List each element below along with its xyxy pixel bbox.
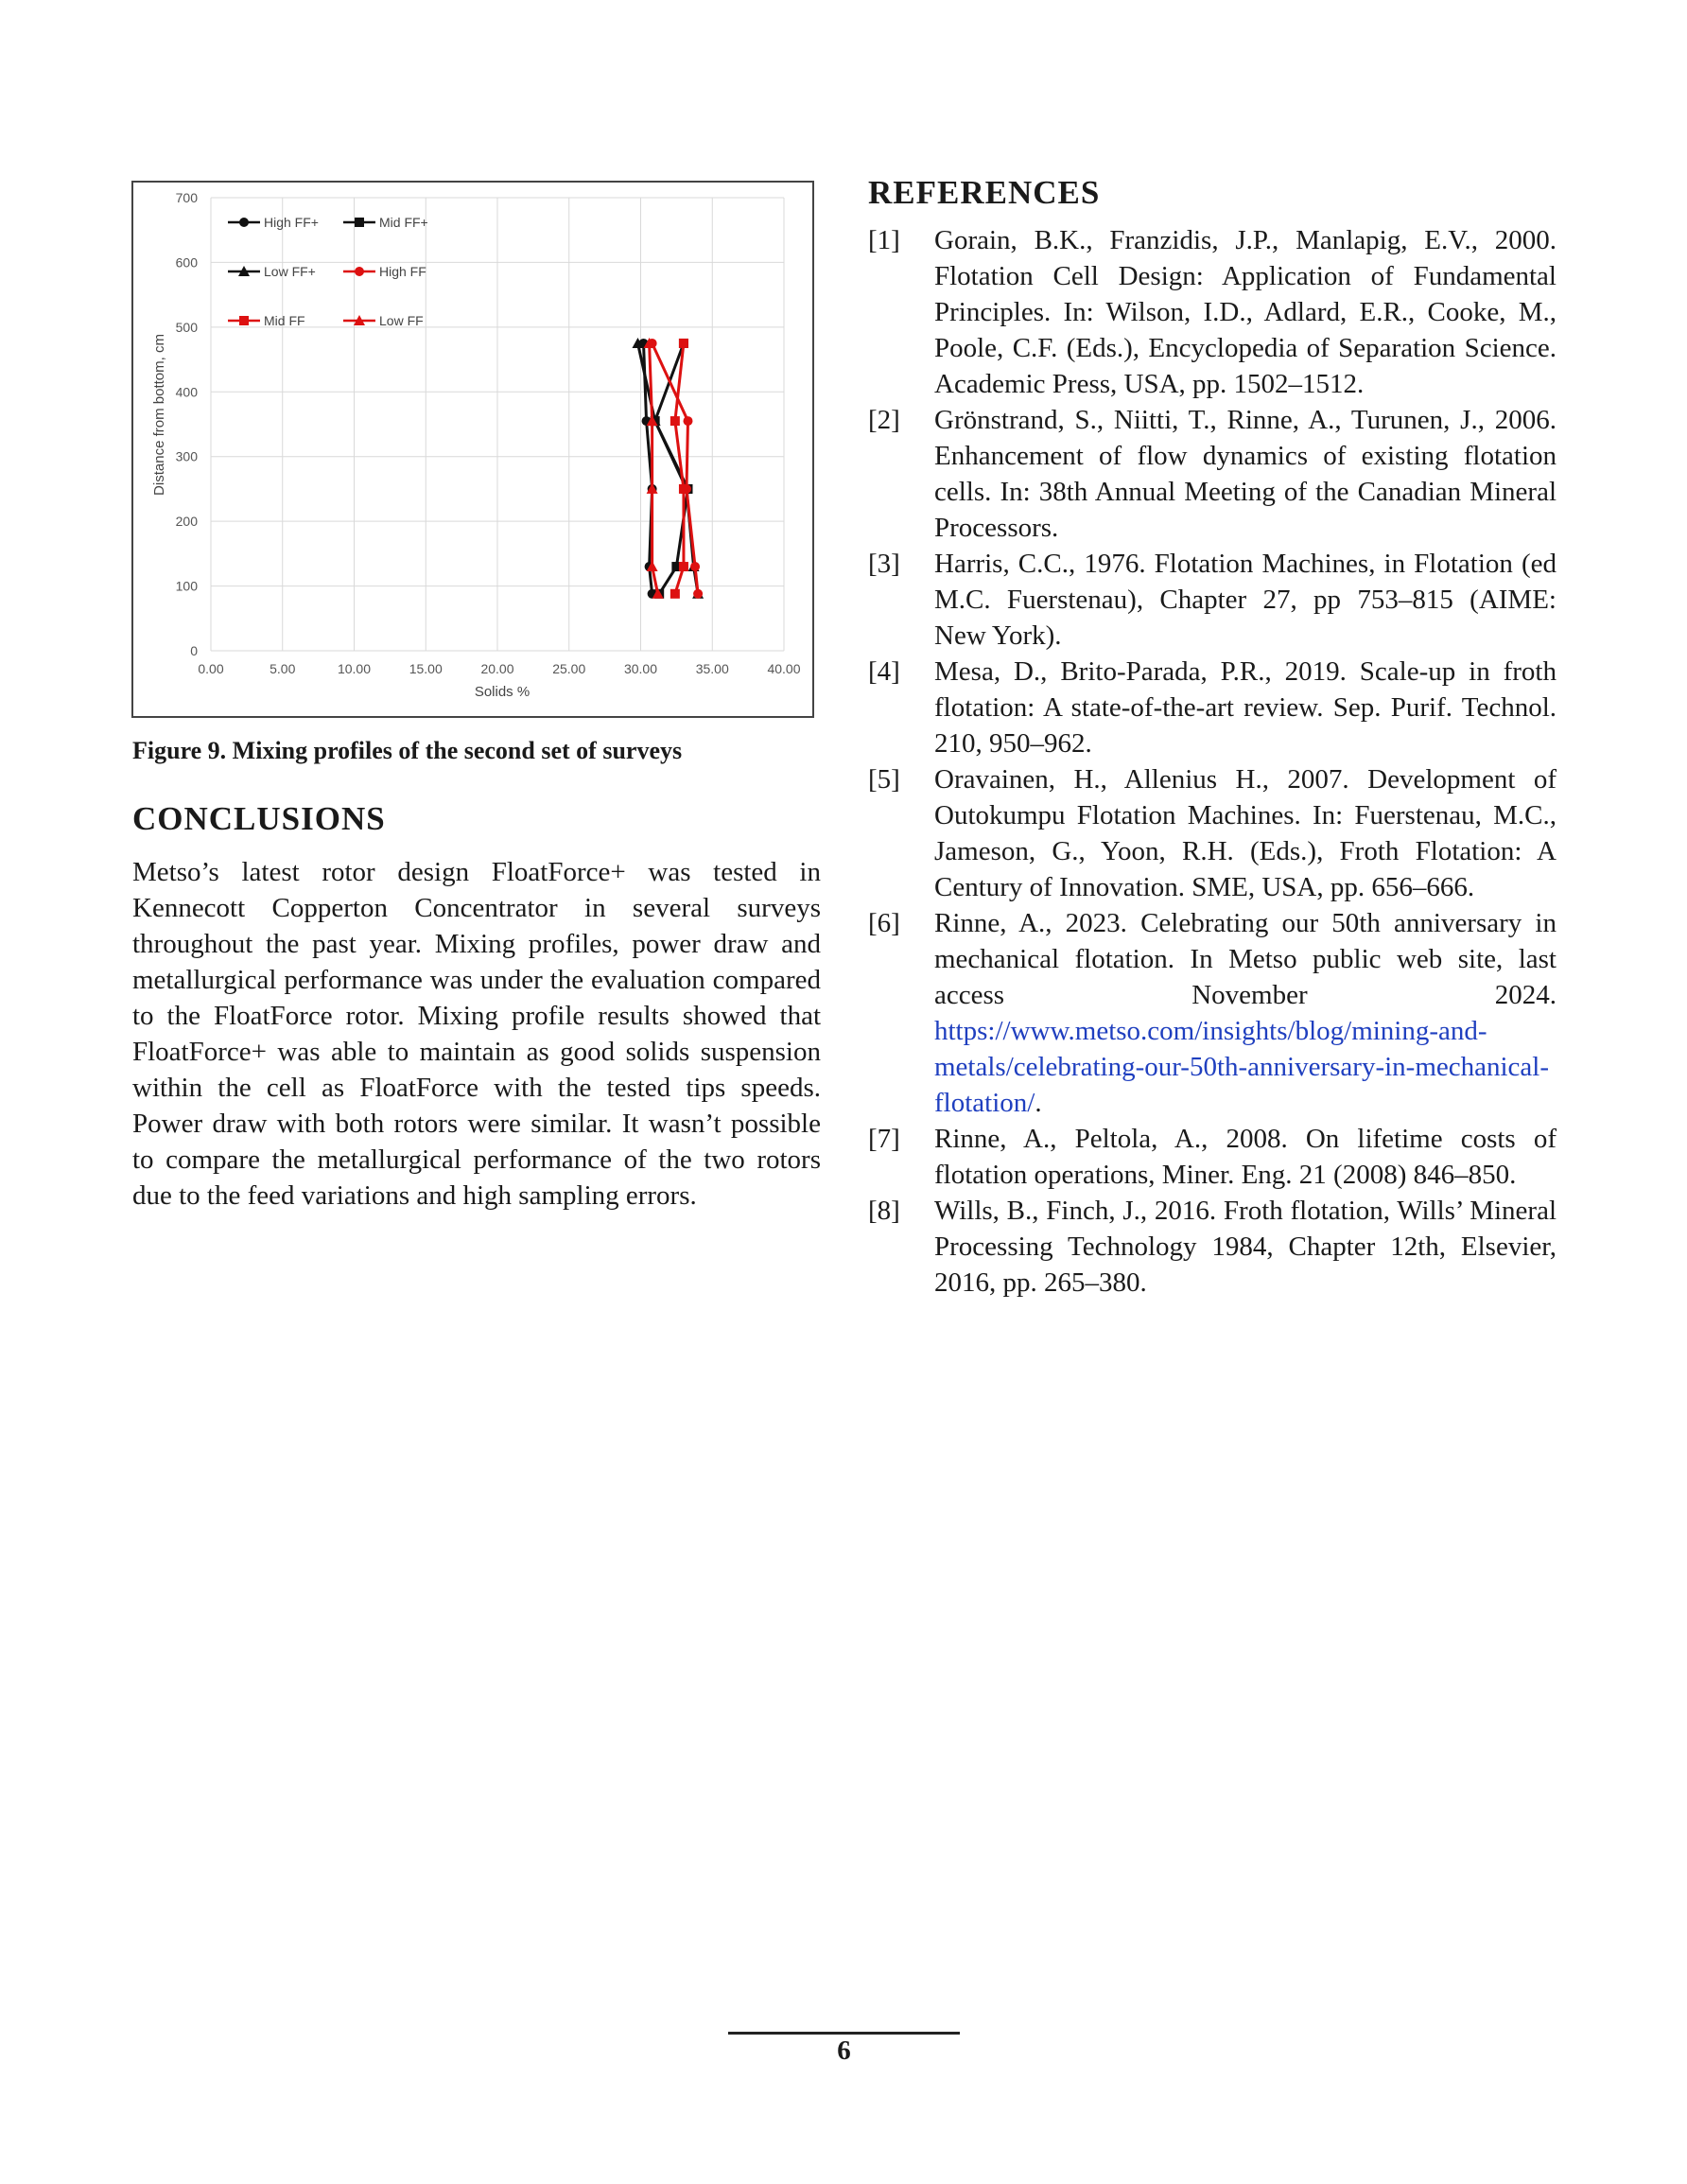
reference-text: Oravainen, H., Allenius H., 2007. Development of Outokumpu Flotation Machines. In: Fuerstenau, M.C., Jameson, G., Yoon, R.H. (Eds.), Froth Flotation: A Century of Innovation. SME, USA, pp. 656–666. [934, 764, 1557, 902]
y-tick-label: 200 [175, 514, 198, 530]
data-point [679, 339, 688, 348]
reference-item [868, 222, 1557, 402]
x-axis-title: Solids % [474, 684, 530, 700]
y-tick-label: 100 [175, 578, 198, 594]
reference-text: Harris, C.C., 1976. Flotation Machines, in Flotation (ed M.C. Fuerstenau), Chapter 27, pp 753–815 (AIME: New York). [934, 549, 1557, 651]
reference-item [868, 905, 1557, 1121]
reference-item [868, 1121, 1557, 1193]
data-point [693, 589, 703, 599]
reference-text: Wills, B., Finch, J., 2016. Froth flotation, Wills’ Mineral Processing Technology 1984, Chapter 12th, Elsevier, 2016, pp. 265–380. [934, 1196, 1557, 1298]
reference-item [868, 1193, 1557, 1301]
series-line [652, 343, 698, 594]
reference-number: [6] [868, 908, 900, 938]
y-tick-label: 600 [175, 254, 198, 271]
y-tick-label: 500 [175, 319, 198, 335]
conclusions-paragraph: Metso’s latest rotor design FloatForce+ was tested in Kennecott Copperton Concentrator in several surveys throughout the past year. Mixing profiles, power draw and metallurgical performance was under the evaluation compared to the FloatForce rotor. Mixing profile results showed that FloatForce+ was able to maintain as good solids suspension within the cell as FloatForce with the tested tips speeds. Power draw with both rotors were similar. It wasn’t possible to compare the metallurgical performance of the two rotors due to the feed variations and high sampling errors. [132, 857, 821, 1211]
reference-item [868, 654, 1557, 761]
figure-caption: Figure 9. Mixing profiles of the second set of surveys [132, 737, 683, 764]
x-tick-label: 25.00 [552, 661, 586, 676]
y-tick-label: 300 [175, 448, 198, 464]
data-point [679, 484, 688, 494]
legend-label: Low FF+ [264, 264, 316, 279]
reference-number: [3] [868, 549, 900, 579]
y-tick-label: 0 [190, 643, 198, 658]
data-point [670, 416, 680, 426]
references-list [868, 222, 1557, 1301]
series-line [637, 343, 698, 594]
legend-label: High FF [379, 264, 426, 279]
reference-number: [8] [868, 1196, 900, 1226]
data-point [690, 562, 700, 571]
y-axis-title: Distance from bottom, cm [151, 334, 167, 496]
reference-text [934, 905, 1557, 1121]
conclusions-heading: CONCLUSIONS [132, 800, 386, 837]
references-heading: REFERENCES [868, 174, 1101, 211]
x-tick-label: 30.00 [623, 661, 658, 676]
reference-item [868, 546, 1557, 654]
legend-marker [355, 218, 364, 227]
reference-number: [7] [868, 1124, 900, 1154]
legend-marker [239, 218, 249, 227]
x-tick-label: 20.00 [480, 661, 514, 676]
y-tick-label: 700 [175, 190, 198, 205]
y-tick-label: 400 [175, 384, 198, 400]
mixing-profile-chart [133, 183, 812, 716]
x-tick-label: 5.00 [270, 661, 296, 676]
data-point [670, 589, 680, 599]
reference-text-body: Rinne, A., 2023. Celebrating our 50th anniversary in mechanical flotation. In Metso public web site, last access November 2024. [934, 908, 1557, 1010]
reference-text-tail: . [1035, 1088, 1042, 1118]
reference-link[interactable]: https://www.metso.com/insights/blog/mining-and-metals/celebrating-our-50th-anniversary-in-mechanical-flotation/ [934, 1016, 1550, 1118]
x-tick-label: 0.00 [198, 661, 224, 676]
page-number: 6 [837, 2035, 851, 2066]
reference-number: [1] [868, 225, 900, 255]
reference-text: Gorain, B.K., Franzidis, J.P., Manlapig, E.V., 2000. Flotation Cell Design: Application of Fundamental Principles. In: Wilson, I.D., Adlard, E.R., Cooke, M., Poole, C.F. (Eds.), Encyclopedia of Separation Science. Academic Press, USA, pp. 1502–1512. [934, 225, 1557, 399]
x-tick-label: 35.00 [695, 661, 729, 676]
x-tick-label: 10.00 [337, 661, 372, 676]
reference-text: Grönstrand, S., Niitti, T., Rinne, A., Turunen, J., 2006. Enhancement of flow dynamics of existing flotation cells. In: 38th Annual Meeting of the Canadian Mineral Processors. [934, 405, 1557, 543]
legend-marker [355, 267, 364, 276]
reference-number: [5] [868, 764, 900, 795]
reference-text: Mesa, D., Brito-Parada, P.R., 2019. Scale-up in froth flotation: A state-of-the-art review. Sep. Purif. Technol. 210, 950–962. [934, 656, 1557, 759]
data-point [683, 416, 692, 426]
figure-chart-frame [131, 181, 814, 718]
legend-label: High FF+ [264, 215, 319, 230]
legend-marker [239, 316, 249, 325]
legend-label: Low FF [379, 313, 424, 328]
data-point [679, 562, 688, 571]
legend-label: Mid FF [264, 313, 305, 328]
reference-number: [4] [868, 656, 900, 687]
reference-item [868, 761, 1557, 905]
footer-rule [728, 2032, 960, 2035]
x-tick-label: 15.00 [409, 661, 443, 676]
x-tick-label: 40.00 [767, 661, 801, 676]
reference-number: [2] [868, 405, 900, 435]
reference-item [868, 402, 1557, 546]
reference-text: Rinne, A., Peltola, A., 2008. On lifetime costs of flotation operations, Miner. Eng. 21 (2008) 846–850. [934, 1124, 1557, 1190]
legend-label: Mid FF+ [379, 215, 428, 230]
